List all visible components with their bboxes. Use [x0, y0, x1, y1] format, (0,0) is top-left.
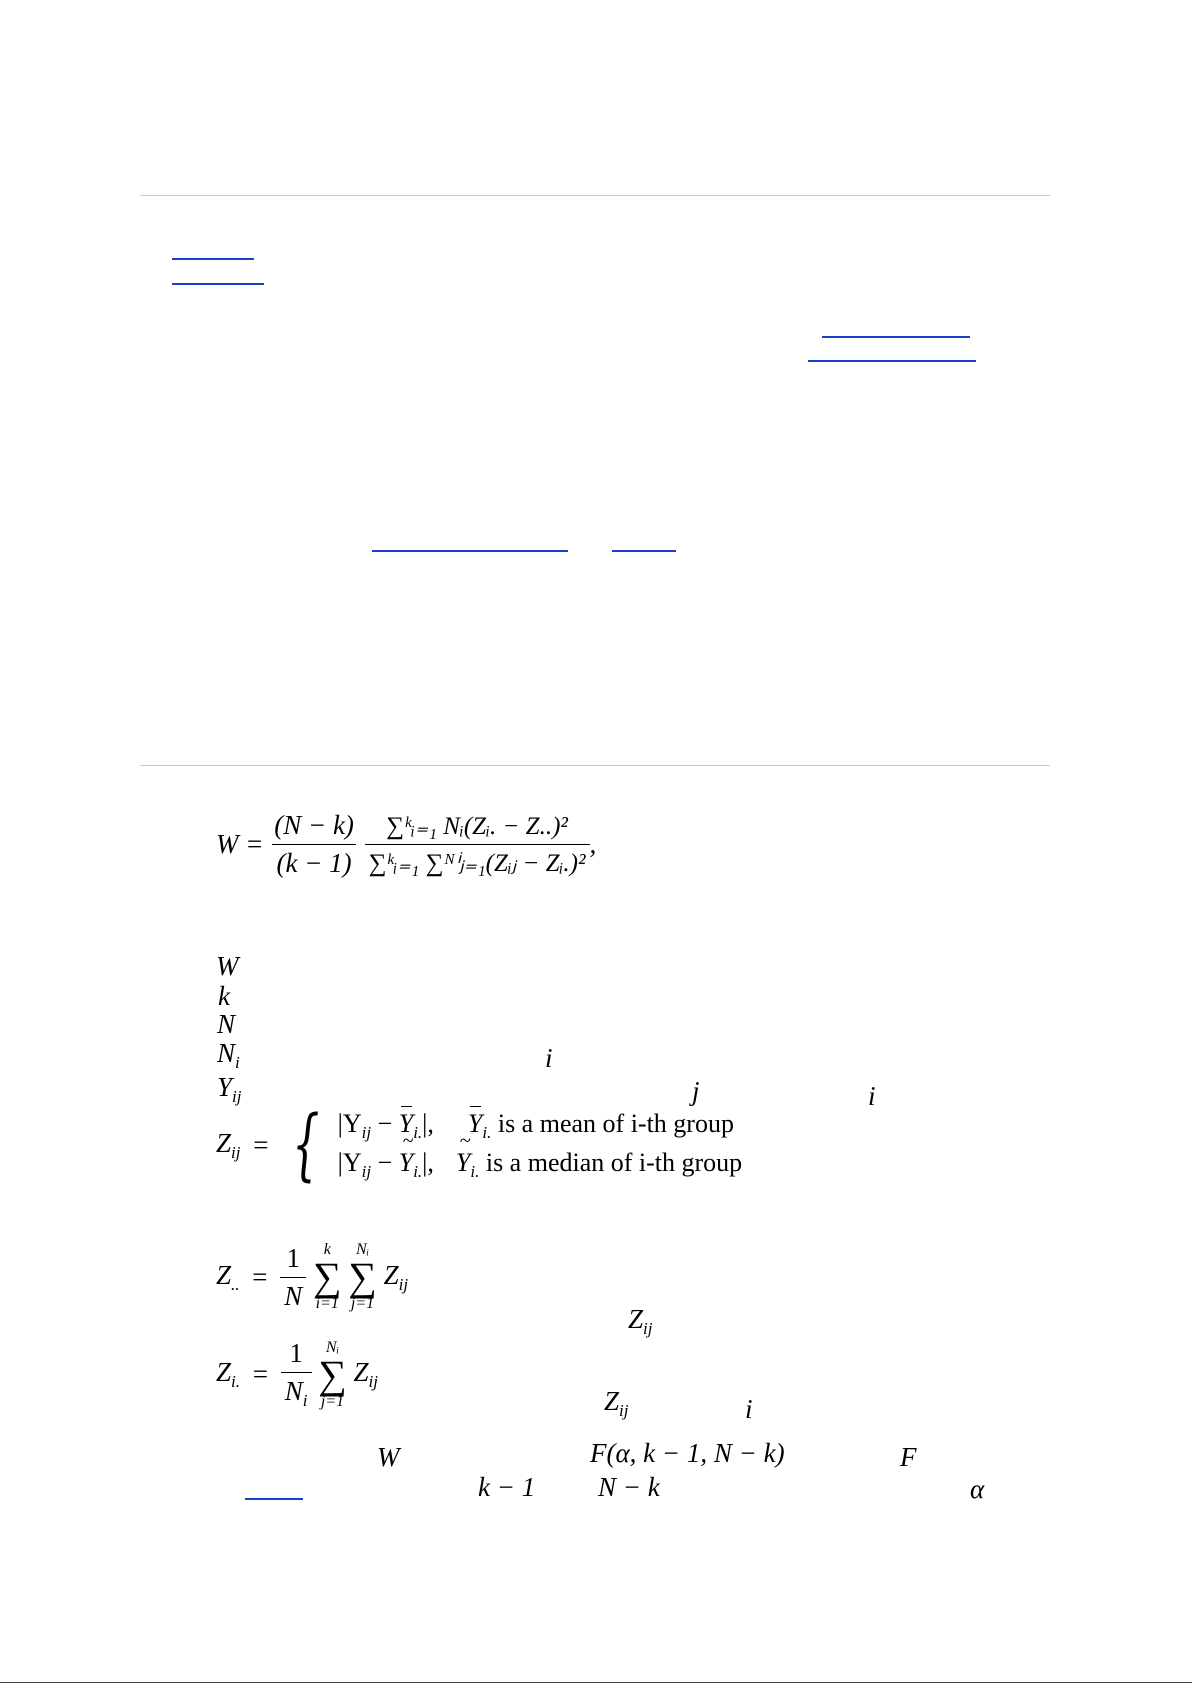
ni-base: N [217, 1038, 236, 1068]
zid-sum-j [318, 1340, 347, 1410]
zdd-term-sub: ij [398, 1274, 409, 1294]
def-index-j: j [692, 1076, 700, 1106]
zid-note-base: Z [604, 1386, 620, 1416]
coefficient-fraction [270, 810, 358, 879]
zdd-lhs [216, 1259, 240, 1294]
case1-bar-sub: i. [413, 1123, 423, 1143]
zdd-sum-j [348, 1242, 377, 1312]
zid-subscript: i. [231, 1372, 241, 1391]
def-symbol-ni [217, 1040, 240, 1071]
section-divider-top [140, 195, 1050, 196]
case2-abs-open: |Y [337, 1148, 362, 1177]
zid-note-i: i [745, 1394, 753, 1424]
zid-frac-num: 1 [289, 1338, 303, 1368]
def-index-i: i [545, 1043, 553, 1073]
section-divider-middle [140, 765, 1050, 766]
link-underline-6[interactable] [612, 550, 676, 552]
case-mean [338, 1106, 743, 1145]
zdd-base: Z [216, 1259, 232, 1290]
sum-j-lower: j=1 [350, 1295, 375, 1312]
case2-minus: − [371, 1148, 399, 1177]
levene-w-formula [216, 810, 596, 879]
case1-sub: ij [361, 1123, 372, 1143]
ratio-denominator: ∑ᵏᵢ₌₁ ∑ᴺⁱⱼ₌₁(Zᵢⱼ − Zᵢ.)² [365, 844, 590, 878]
zid-lhs [216, 1357, 241, 1391]
zid-sum-upper: Nᵢ [325, 1338, 340, 1356]
def-symbol-n: N [217, 1009, 236, 1039]
y-tilde-symbol [399, 1145, 413, 1180]
case1-abs-close: |, [422, 1109, 434, 1139]
zid-note-sub: ij [619, 1401, 629, 1420]
case2-abs-close: |, [422, 1148, 434, 1177]
w-lhs: W = [216, 829, 264, 859]
crit-f-expr: F(α, k − 1, N − k) [590, 1438, 785, 1468]
sigma-icon: ∑ [313, 1254, 342, 1299]
sigma-icon: ∑ [348, 1254, 377, 1299]
z-grand-mean-formula [216, 1242, 408, 1312]
zdd-sum-i [313, 1242, 342, 1312]
case2-text-var-sub: i. [470, 1162, 480, 1181]
case2-sub: ij [361, 1162, 372, 1181]
zid-equals: = [252, 1359, 268, 1389]
def-symbol-yij [217, 1074, 241, 1105]
zdd-note-base: Z [628, 1304, 644, 1334]
link-underline-5[interactable] [372, 550, 568, 552]
sigma-icon: ∑ [318, 1351, 347, 1397]
zid-frac-den [281, 1372, 312, 1411]
zij-equals: = [253, 1129, 269, 1160]
zdd-note-sub: ij [643, 1319, 653, 1338]
case2-text: is a median of i-th group [479, 1148, 743, 1177]
zij-base: Z [216, 1127, 232, 1158]
def-index-i-2: i [868, 1081, 876, 1111]
crit-f: F [900, 1442, 917, 1472]
case1-text: is a mean of i-th group [491, 1109, 734, 1139]
zdd-frac-num: 1 [286, 1242, 301, 1273]
zdd-frac-den: N [280, 1277, 306, 1312]
zdd-fraction [280, 1243, 306, 1312]
def-symbol-w: W [216, 951, 239, 981]
ratio-numerator: ∑ᵏᵢ₌₁ Nᵢ(Zᵢ. − Z..)² [386, 813, 568, 840]
zdd-term-base: Z [383, 1259, 399, 1290]
zij-definition [216, 1100, 743, 1190]
zij-subscript: ij [231, 1142, 241, 1162]
coef-numerator: (N − k) [274, 810, 354, 840]
zid-fraction [281, 1338, 312, 1411]
zdd-subscript: .. [231, 1274, 240, 1294]
case1-bar-base: Y [398, 1109, 414, 1139]
link-underline-2[interactable] [172, 283, 264, 285]
zid-term-base: Z [353, 1357, 369, 1387]
case2-text-var: Y [455, 1148, 471, 1177]
case1-text-var-sub: i. [482, 1123, 492, 1143]
case-median [338, 1145, 743, 1184]
crit-alpha: α [970, 1474, 985, 1504]
zdd-equals: = [252, 1261, 268, 1292]
zid-den-base: N [284, 1376, 303, 1406]
link-underline-4[interactable] [808, 360, 976, 362]
case2-tilde-base: Y [398, 1148, 414, 1177]
zid-den-sub: i [302, 1391, 308, 1410]
sum-j-upper: Nᵢ [355, 1241, 370, 1258]
formula-trailing-comma: , [589, 829, 597, 859]
zdd-note-zij [628, 1306, 652, 1337]
zid-note-zij [604, 1388, 628, 1419]
crit-w: W [377, 1442, 400, 1472]
z-group-mean-formula [216, 1338, 378, 1411]
ratio-fraction [365, 811, 590, 878]
case2-tilde-sub: i. [413, 1162, 423, 1181]
link-underline-3[interactable] [822, 336, 970, 338]
page-bottom-rule [0, 1682, 1192, 1683]
ni-subscript: i [235, 1053, 240, 1072]
zij-cases [338, 1106, 743, 1184]
case1-minus: − [371, 1109, 399, 1139]
yij-base: Y [217, 1072, 233, 1102]
sum-i-upper: k [323, 1241, 331, 1258]
zdd-term [383, 1259, 409, 1294]
zid-term [353, 1357, 378, 1391]
coef-denominator: (k − 1) [272, 844, 355, 879]
link-underline-1[interactable] [172, 258, 254, 260]
case1-text-var: Y [467, 1109, 483, 1139]
crit-n-minus-k: N − k [598, 1472, 660, 1502]
yij-subscript: ij [232, 1087, 242, 1106]
link-underline-7[interactable] [245, 1498, 303, 1500]
case1-abs-open: |Y [337, 1109, 362, 1139]
zid-term-sub: ij [368, 1372, 378, 1391]
sum-i-lower: i=1 [315, 1295, 339, 1312]
cases-brace-icon: { [292, 1100, 320, 1190]
zid-base: Z [216, 1357, 232, 1387]
zij-lhs [216, 1127, 241, 1162]
crit-k-minus-1: k − 1 [478, 1472, 536, 1502]
def-symbol-k: k [218, 981, 230, 1011]
y-tilde-text-symbol [456, 1145, 470, 1180]
zid-sum-lower: j=1 [320, 1392, 345, 1410]
